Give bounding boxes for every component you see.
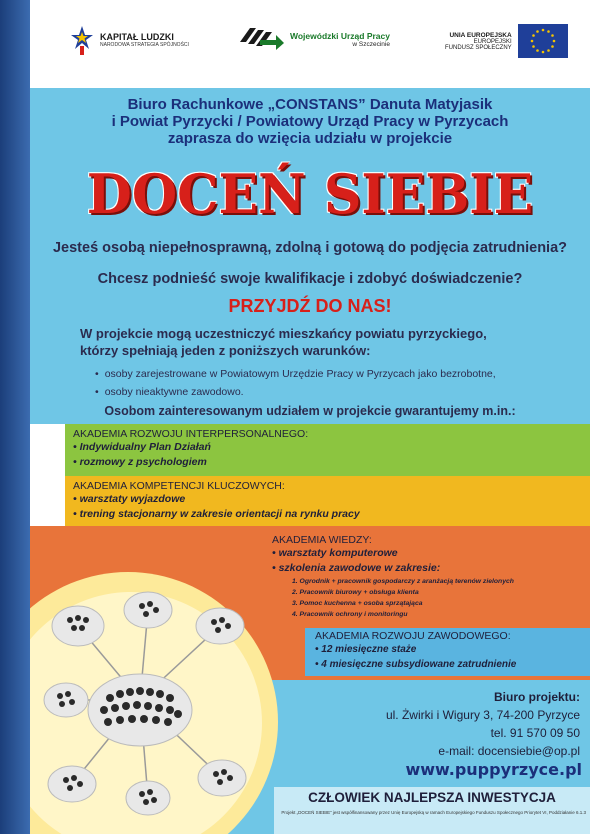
list-item: 4. Pracownik ochrony i monitoringu bbox=[292, 611, 408, 618]
list-item: • rozmowy z psychologiem bbox=[73, 455, 590, 470]
list-item: 2. Pracownik biurowy + obsługa klienta bbox=[292, 589, 419, 596]
list-item: • Indywidualny Plan Działań bbox=[73, 440, 590, 455]
akademia-interpersonalna-band bbox=[65, 424, 590, 476]
question-disability: Jesteś osobą niepełnosprawną, zdolną i gotową do podjęcia zatrudnienia? bbox=[52, 240, 568, 256]
slogan: CZŁOWIEK NAJLEPSZA INWESTYCJA bbox=[308, 790, 556, 805]
akademia-wiedzy-block bbox=[272, 530, 582, 620]
header-logos bbox=[30, 0, 590, 88]
guarantee-line: Osobom zainteresowanym udziałem w projekcie gwarantujemy m.in.: bbox=[104, 404, 516, 418]
conditions-intro bbox=[80, 325, 560, 359]
eu-title: UNIA EUROPEJSKA bbox=[449, 31, 512, 39]
contact-address: ul. Żwirki i Wigury 3, 74-200 Pyrzyce bbox=[385, 708, 580, 722]
contact-email[interactable]: e-mail: docensiebie@op.pl bbox=[438, 744, 580, 758]
akademia-zawodowa-title: AKADEMIA ROZWOJU ZAWODOWEGO: bbox=[315, 630, 511, 642]
list-item: • osoby zarejestrowane w Powiatowym Urzędzie Pracy w Pyrzycach jako bezrobotne, bbox=[95, 365, 575, 383]
akademia-kluczowa-title: AKADEMIA KOMPETENCJI KLUCZOWYCH: bbox=[73, 480, 285, 492]
kapital-ludzki-subtitle: NARODOWA STRATEGIA SPÓJNOŚCI bbox=[100, 42, 189, 48]
list-item: • trening stacjonarny w zakresie orientacji na rynku pracy bbox=[73, 507, 590, 522]
left-decor-stripe bbox=[0, 0, 30, 834]
eu-subtitle-1: EUROPEJSKI bbox=[473, 38, 512, 45]
intro-block bbox=[30, 96, 590, 147]
list-item: • szkolenia zawodowe w zakresie: bbox=[272, 561, 582, 576]
wup-arrow-icon bbox=[240, 24, 284, 54]
intro-line-1: Biuro Rachunkowe „CONSTANS” Danuta Matyjasik bbox=[127, 96, 493, 113]
wup-subtitle: w Szczecinie bbox=[352, 40, 390, 48]
kapital-ludzki-star-icon bbox=[70, 24, 94, 56]
question-qualifications: Chcesz podnieść swoje kwalifikacje i zdobyć doświadczenie? bbox=[97, 271, 523, 287]
list-item: 3. Pomoc kuchenna + osoba sprzątająca bbox=[292, 600, 423, 607]
akademia-wiedzy-title: AKADEMIA WIEDZY: bbox=[272, 534, 372, 546]
intro-line-2: i Powiat Pyrzycki / Powiatowy Urząd Pracy w Pyrzycach bbox=[111, 113, 509, 130]
wup-title: Wojewódzki Urząd Pracy bbox=[290, 30, 390, 41]
contact-heading: Biuro projektu: bbox=[494, 690, 580, 704]
call-to-action: PRZYJDŹ DO NAS! bbox=[228, 296, 392, 316]
akademia-interpersonalna-title: AKADEMIA ROZWOJU INTERPERSONALNEGO: bbox=[73, 428, 309, 440]
contact-phone[interactable]: tel. 91 570 09 50 bbox=[490, 726, 580, 740]
conditions-list bbox=[95, 365, 575, 401]
people-network-image bbox=[30, 570, 290, 834]
akademia-zawodowa-band bbox=[305, 628, 590, 676]
kapital-ludzki-logo bbox=[70, 24, 189, 56]
wup-logo bbox=[240, 24, 390, 54]
list-item: • warsztaty wyjazdowe bbox=[73, 492, 590, 507]
eu-subtitle-2: FUNDUSZ SPOŁECZNY bbox=[445, 44, 512, 51]
list-item: • 4 miesięczne subsydiowane zatrudnienie bbox=[315, 657, 590, 672]
project-title: DOCEŃ SIEBIE bbox=[86, 162, 534, 227]
website-link[interactable]: www.puppyrzyce.pl bbox=[405, 760, 582, 779]
eu-logo bbox=[445, 24, 568, 58]
conditions-line-1: W projekcie mogą uczestniczyć mieszkańcy powiatu pyrzyckiego, bbox=[80, 326, 487, 341]
contact-block bbox=[310, 688, 580, 760]
funding-fineprint: Projekt „DOCEŃ SIEBIE” jest współfinansowany przez Unię Europejską w ramach Europejskiego Funduszu Społecznego Priorytet VI, Poddziałanie 6.1.3 bbox=[281, 810, 586, 815]
akademia-kluczowa-band bbox=[65, 476, 590, 526]
kapital-ludzki-title: KAPITAŁ LUDZKI bbox=[100, 32, 174, 42]
list-item: • warsztaty komputerowe bbox=[272, 546, 582, 561]
conditions-line-2: którzy spełniają jeden z poniższych warunków: bbox=[80, 343, 371, 358]
intro-line-3: zaprasza do wzięcia udziału w projekcie bbox=[167, 130, 453, 147]
list-item: • 12 miesięczne staże bbox=[315, 642, 590, 657]
eu-flag-icon bbox=[518, 24, 568, 58]
list-item: • osoby nieaktywne zawodowo. bbox=[95, 383, 575, 401]
list-item: 1. Ogrodnik + pracownik gospodarczy z aranżacją terenów zielonych bbox=[292, 578, 514, 585]
